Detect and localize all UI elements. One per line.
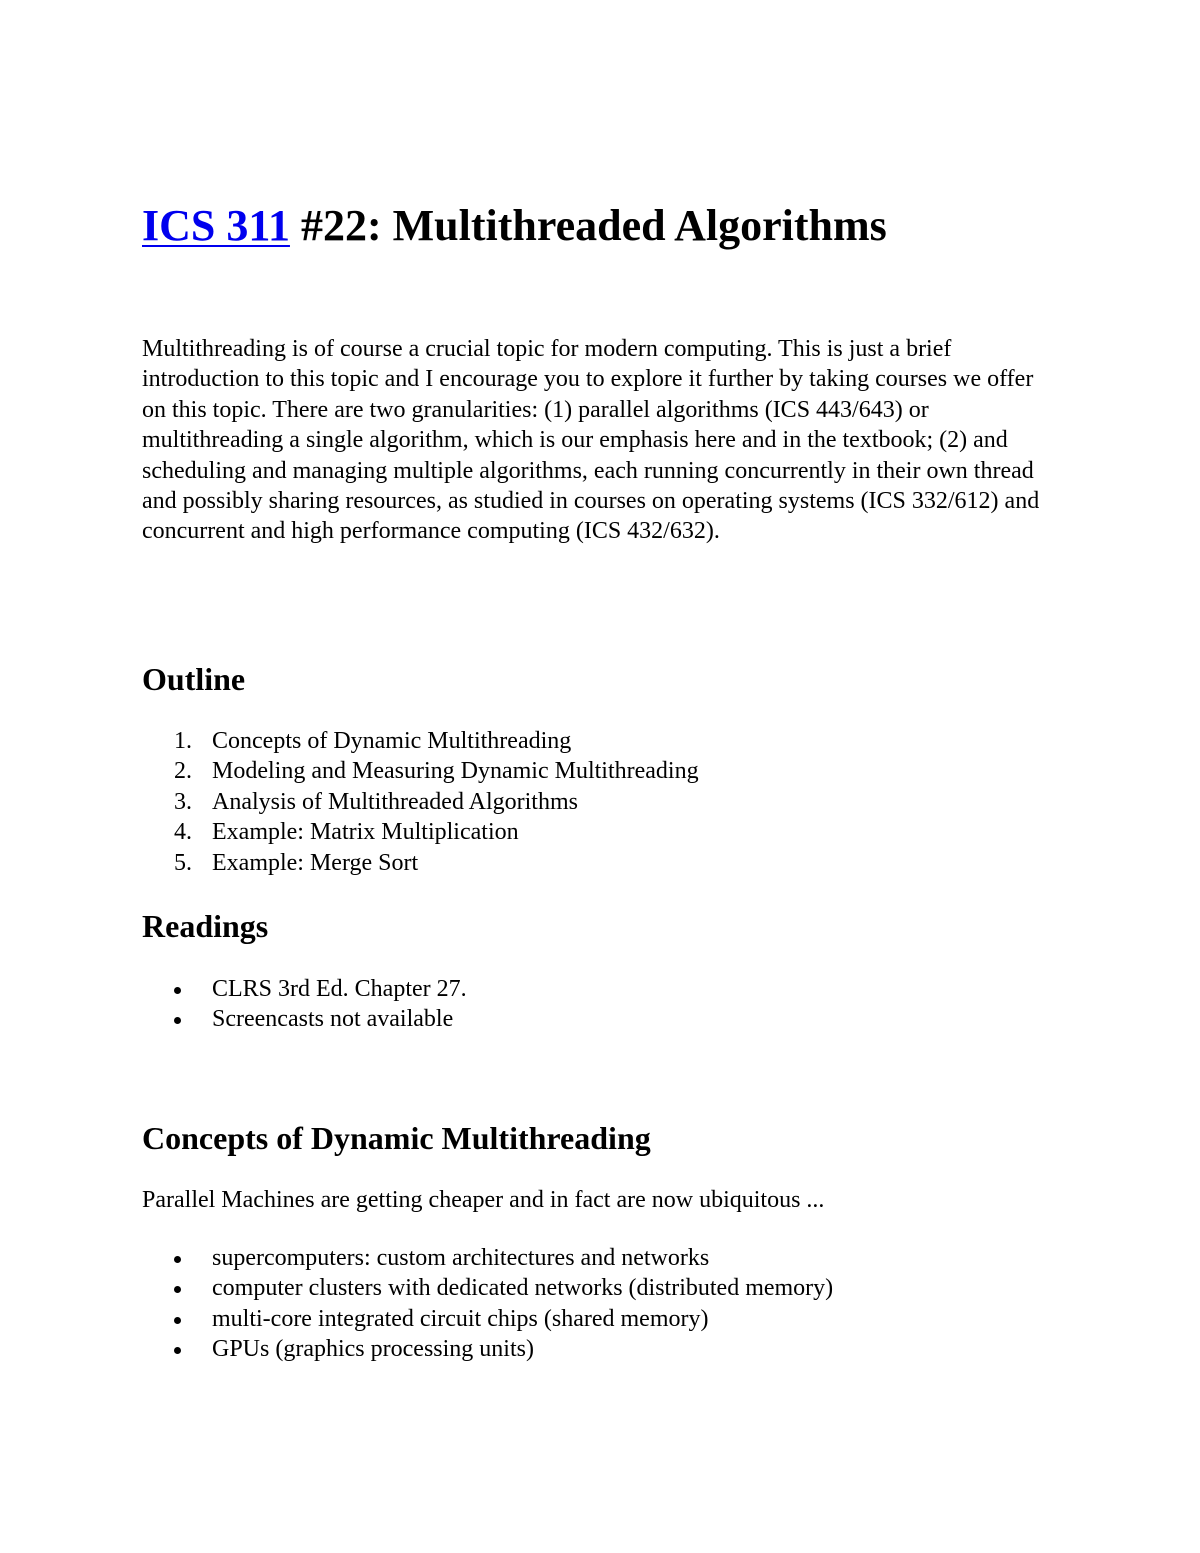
concepts-item-label: computer clusters with dedicated networks (distributed memory): [212, 1275, 834, 1302]
outline-item[interactable]: [142, 848, 699, 878]
concepts-item: [142, 1334, 833, 1364]
outline-item-label: Example: Matrix Multiplication: [212, 819, 519, 846]
concepts-item: [142, 1304, 833, 1334]
outline-item[interactable]: [142, 787, 699, 817]
readings-list: [142, 974, 467, 1035]
concepts-intro: Parallel Machines are getting cheaper and in fact are now ubiquitous ...: [142, 1187, 825, 1213]
bullet-icon: [174, 987, 181, 994]
bullet-icon: [174, 1347, 181, 1354]
outline-heading: Outline: [142, 661, 246, 697]
outline-item-label: Example: Merge Sort: [212, 849, 419, 876]
concepts-item: [142, 1273, 833, 1303]
concepts-item-label: GPUs (graphics processing units): [212, 1336, 534, 1363]
concepts-heading: Concepts of Dynamic Multithreading: [142, 1120, 651, 1156]
bullet-icon: [174, 1286, 181, 1293]
page-title: [142, 196, 887, 256]
outline-item[interactable]: [142, 726, 699, 756]
intro-paragraph: Multithreading is of course a crucial topic for modern computing. This is just a brief introduction to this topic and I encourage you to explore it further by taking courses we offer on this topic. There are two granularities: (1) parallel algorithms (ICS 443/643) or multithreading a single algorithm, which is our emphasis here and in the textbook; (2) and scheduling and managing multiple algorithms, each running concurrently in their own thread and possibly sharing resources, as studied in courses on operating systems (ICS 332/612) and concurrent and high performance computing (ICS 432/632).: [142, 336, 1040, 545]
readings-item: [142, 1004, 467, 1034]
outline-list: [142, 726, 699, 878]
outline-item-label: Concepts of Dynamic Multithreading: [212, 728, 572, 754]
outline-item-number: 1.: [174, 728, 192, 754]
outline-item-number: 4.: [174, 819, 192, 846]
outline-item-number: 3.: [174, 788, 192, 815]
readings-item-label: CLRS 3rd Ed. Chapter 27.: [212, 976, 467, 1002]
page-title-text: #22: Multithreaded Algorithms: [289, 201, 887, 250]
bullet-icon: [174, 1256, 181, 1263]
concepts-item-label: multi-core integrated circuit chips (shared memory): [212, 1305, 709, 1332]
readings-item-label: Screencasts not available: [212, 1006, 454, 1033]
concepts-item: [142, 1243, 833, 1273]
concepts-list: [142, 1243, 833, 1365]
concepts-item-label: supercomputers: custom architectures and networks: [212, 1245, 710, 1271]
readings-heading: Readings: [142, 908, 269, 944]
course-link[interactable]: ICS 311: [142, 201, 290, 250]
bullet-icon: [174, 1317, 181, 1324]
readings-item: [142, 974, 467, 1004]
outline-item[interactable]: [142, 756, 699, 786]
outline-item-label: Analysis of Multithreaded Algorithms: [212, 788, 578, 815]
outline-item[interactable]: [142, 817, 699, 847]
outline-item-label: Modeling and Measuring Dynamic Multithreading: [212, 758, 699, 785]
outline-item-number: 2.: [174, 758, 192, 785]
outline-item-number: 5.: [174, 849, 192, 876]
bullet-icon: [174, 1017, 181, 1024]
